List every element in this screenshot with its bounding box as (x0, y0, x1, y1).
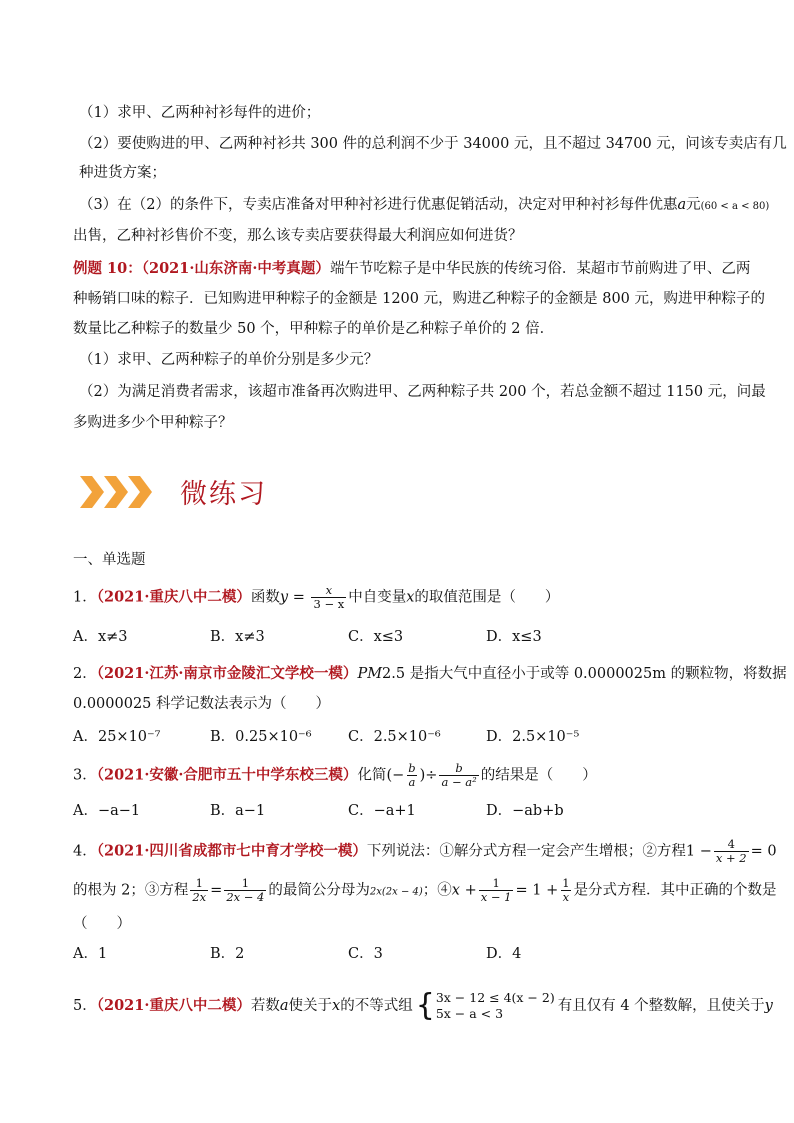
q5-text3: 的不等式组 (340, 998, 413, 1014)
q5-ineq1: 3x − 12 ≤ 4(x − 2) (435, 990, 555, 1005)
q2-option-d[interactable]: D．2.5×10⁻⁵ (486, 729, 580, 745)
q4-eq1-post: = 0 (750, 843, 777, 860)
example10-q2-line2: 多购进多少个甲种粽子？ (73, 415, 233, 431)
q5-var-a: a (279, 998, 289, 1014)
q4-num: 4． (73, 843, 97, 860)
q4-eq2-l-den: 2x (192, 890, 207, 904)
q4-eq1-fraction (714, 838, 749, 865)
q4-text1: 下列说法：①解分式方程一定会产生增根；②方程 (366, 843, 686, 860)
q5-num: 5． (73, 998, 97, 1014)
q3-f2-num: b (455, 761, 463, 775)
q3-post: 的结果是（ ） (480, 767, 597, 784)
q2-option-a[interactable]: A．25×10⁻⁷ (73, 729, 161, 745)
q4-text2d: 是分式方程．其中正确的个数是 (573, 882, 777, 899)
q4-eq2-l-num: 1 (195, 876, 203, 890)
q4-text2b: 的最简公分母为 (268, 882, 370, 899)
q1-y: y (279, 589, 289, 606)
q5-var-y: y (764, 998, 773, 1014)
q1-option-a[interactable]: A．x≠3 (73, 629, 128, 645)
q1-option-c[interactable]: C．x≤3 (348, 629, 404, 645)
example9-q3-unit: 元 (686, 197, 701, 213)
q3-pre: 化简 (357, 767, 387, 784)
q4-text2a: 的根为 2；③方程 (73, 882, 189, 899)
q4-eq3-frac2 (560, 877, 571, 904)
q4-eq2-right (224, 877, 266, 904)
q4-text2c: ；④ (422, 882, 452, 899)
q3-option-d[interactable]: D．−ab+b (486, 803, 564, 819)
q1-var: x (406, 589, 415, 606)
q2-line1 (73, 664, 787, 684)
q1-source: （2021·重庆八中二模） (96, 588, 251, 606)
q3-option-c[interactable]: C．−a+1 (348, 803, 416, 819)
q4-eq1-num: 4 (727, 837, 735, 851)
q2-line2: 0.0000025 科学记数法表示为（ ） (73, 696, 331, 712)
q3-close: ) (419, 767, 426, 784)
q3-open: (− (386, 767, 405, 784)
q4-option-d[interactable]: D．4 (486, 946, 522, 962)
q2-pm: PM (357, 666, 383, 682)
q3-fraction-1 (406, 762, 417, 789)
q4-eq3-num: 1 (492, 876, 500, 890)
example10-q2-line1: （2）为满足消费者需求，该超市准备再次购进甲、乙两种粽子共 200 个，若总金额不超过 1150 元，问最 (79, 384, 766, 400)
q2-num: 2． (73, 666, 97, 682)
q3-f1-den: a (408, 775, 416, 789)
q4-option-c[interactable]: C．3 (348, 946, 383, 962)
brace-icon: { (415, 988, 435, 1023)
example10-q1: （1）求甲、乙两种粽子的单价分别是多少元？ (79, 352, 379, 368)
q1-option-b[interactable]: B．x≠3 (210, 629, 265, 645)
q3-f1-num: b (408, 761, 416, 775)
q4-line1 (73, 838, 777, 865)
example9-q3-var: a (677, 197, 687, 213)
example9-q2-line2: 种进货方案； (79, 165, 166, 181)
q4-source: （2021·四川省成都市七中育才学校一模） (96, 842, 367, 860)
q4-line2 (73, 877, 777, 904)
q4-eq3-mid: = 1 + (515, 882, 559, 899)
q2-source: （2021·江苏·南京市金陵汇文学校一模） (96, 665, 358, 682)
q3-div: ÷ (425, 767, 438, 784)
q5-text4: 有且仅有 4 个整数解，且使关于 (557, 998, 765, 1014)
q5-text1: 若数 (250, 998, 280, 1014)
q4-eq2-r-num: 1 (241, 876, 250, 890)
q4-eq1-den: x + 2 (715, 851, 747, 865)
q1-eq: = (288, 589, 310, 606)
q5-text2: 使关于 (288, 998, 333, 1014)
q4-option-a[interactable]: A．1 (73, 946, 108, 962)
triple-chevron-icon (80, 472, 162, 512)
q5-line1 (73, 990, 773, 1022)
example9-q3-line1 (79, 195, 769, 217)
q3-stem (73, 762, 597, 789)
example10-label: 例题 10： (73, 260, 142, 277)
q1-stem (73, 584, 559, 611)
q4-eq3-pre: x + (451, 882, 477, 899)
example10-line1 (73, 259, 750, 279)
q1-post2: 的取值范围是（ ） (414, 589, 560, 606)
example9-q3-line2: 出售，乙种衬衫售价不变，那么该专卖店要获得最大利润应如何进货？ (73, 228, 523, 244)
example10-source: （2021·山东济南·中考真题） (141, 260, 330, 277)
section-title: 微练习 (180, 479, 267, 510)
q4-eq2-eq: = (210, 882, 223, 899)
q2-option-c[interactable]: C．2.5×10⁻⁶ (348, 729, 441, 745)
q5-var-x: x (332, 998, 341, 1014)
example9-q1: （1）求甲、乙两种衬衫每件的进价； (79, 105, 321, 121)
q4-eq3-frac1 (479, 877, 514, 904)
q4-eq3-den2: x (562, 890, 570, 904)
q3-num: 3． (73, 767, 97, 784)
q1-option-d[interactable]: D．x≤3 (486, 629, 542, 645)
q2-text1: 2.5 是指大气中直径小于或等 0.0000025m 的颗粒物，将数据 (382, 666, 787, 682)
q4-line3: （ ） (73, 916, 131, 932)
q3-f2-den: a − a² (441, 775, 477, 789)
q5-source: （2021·重庆八中二模） (96, 997, 251, 1014)
q1-frac-num: x (325, 583, 333, 597)
q1-num: 1． (73, 589, 97, 606)
example9-q3-text: （3）在（2）的条件下，专卖店准备对甲种衬衫进行优惠促销活动，决定对甲种衬衫每件优惠 (79, 197, 678, 213)
q3-fraction-2 (439, 762, 478, 789)
q1-fraction (311, 584, 346, 611)
example9-q2-line1: （2）要使购进的甲、乙两种衬衫共 300 件的总利润不少于 34000 元，且不超过 34700 元，问该专卖店有几 (79, 136, 787, 152)
q3-option-b[interactable]: B．a−1 (210, 803, 266, 819)
q4-eq3-num2: 1 (562, 876, 570, 890)
q3-source: （2021·安徽·合肥市五十中学东校三模） (96, 766, 358, 784)
q2-option-b[interactable]: B．0.25×10⁻⁶ (210, 729, 312, 745)
q4-lcd: 2x(2x − 4) (369, 886, 423, 898)
example9-q3-range: (60 < a < 80) (700, 201, 770, 212)
q4-eq1-pre: 1 − (685, 843, 712, 860)
example10-line3: 数量比乙种粽子的数量少 50 个，甲种粽子的单价是乙种粽子单价的 2 倍． (73, 321, 555, 337)
q1-pre: 函数 (250, 589, 280, 606)
q5-inequality-system (416, 990, 555, 1022)
q1-post1: 中自变量 (348, 589, 407, 606)
q4-option-b[interactable]: B．2 (210, 946, 245, 962)
example10-text1: 端午节吃粽子是中华民族的传统习俗．某超市节前购进了甲、乙两 (329, 261, 751, 277)
q5-ineq2: 5x − a < 3 (435, 1006, 504, 1021)
part-heading: 一、单选题 (73, 552, 146, 568)
q4-eq2-r-den: 2x − 4 (226, 890, 265, 904)
q1-frac-den: 3 − x (313, 597, 345, 611)
example10-line2: 种畅销口味的粽子．已知购进甲种粽子的金额是 1200 元，购进乙种粽子的金额是 800 元，购进甲种粽子的 (73, 291, 766, 307)
q4-eq3-den: x − 1 (480, 890, 512, 904)
q4-eq2-left (190, 877, 208, 904)
q3-option-a[interactable]: A．−a−1 (73, 803, 141, 819)
